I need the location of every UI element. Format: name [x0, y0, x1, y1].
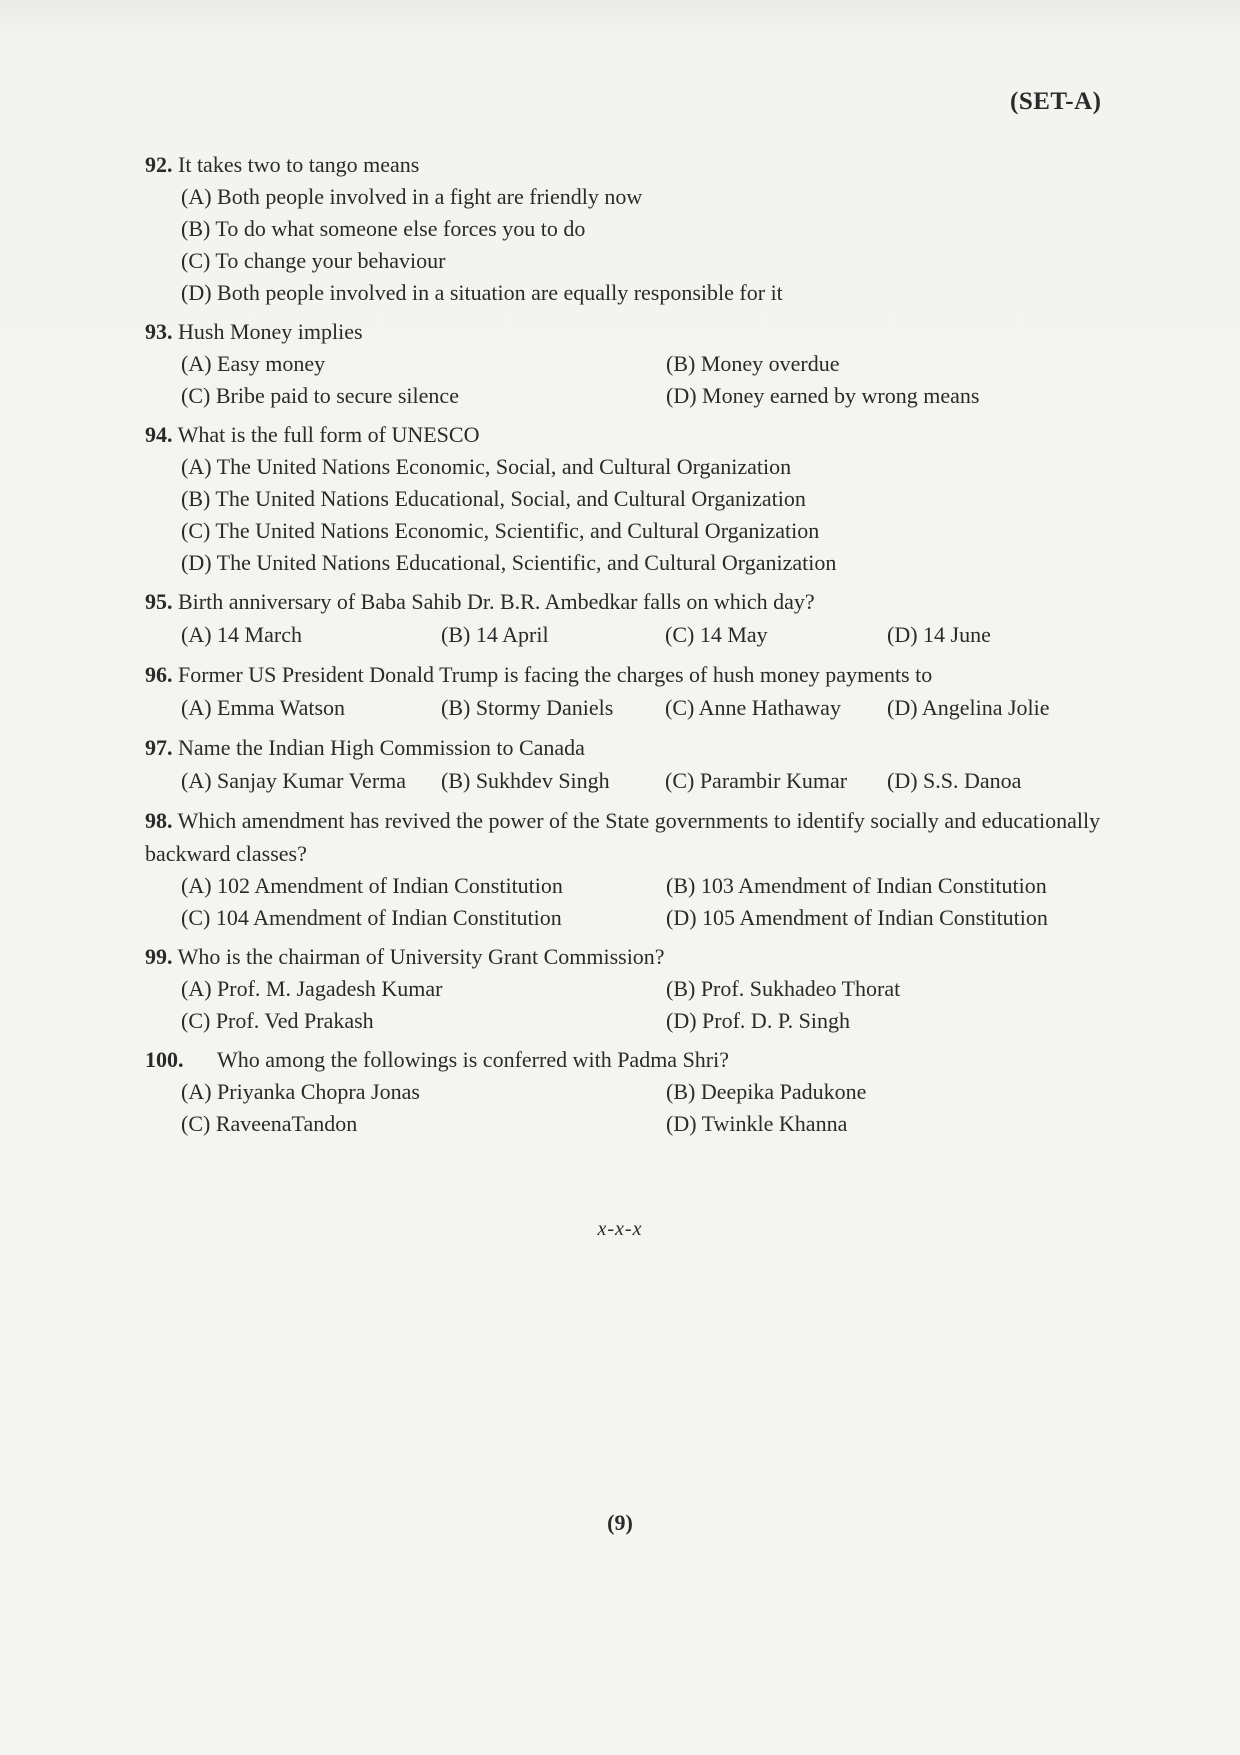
options — [145, 1076, 1115, 1140]
question-number: 92. — [145, 152, 173, 177]
options — [145, 691, 1115, 725]
question-stem: What is the full form of UNESCO — [177, 422, 480, 447]
question-stem: Hush Money implies — [178, 319, 363, 344]
question-99 — [145, 940, 1115, 1037]
option-d: (D) 105 Amendment of Indian Constitution — [666, 905, 1048, 930]
options — [145, 181, 1115, 309]
option-c: (C) To change your behaviour — [181, 248, 446, 273]
question-92 — [145, 148, 1115, 309]
question-number: 97. — [145, 735, 173, 760]
question-number: 100. — [145, 1047, 184, 1072]
option-b: (B) 14 April — [441, 622, 549, 647]
question-stem: Birth anniversary of Baba Sahib Dr. B.R. Ambedkar falls on which day? — [178, 589, 815, 614]
question-number: 96. — [145, 662, 173, 687]
question-number: 95. — [145, 589, 173, 614]
option-a: (A) Priyanka Chopra Jonas — [181, 1079, 420, 1104]
option-d: (D) S.S. Danoa — [887, 768, 1022, 793]
question-95 — [145, 585, 1115, 652]
question-stem: Former US President Donald Trump is facing the charges of hush money payments to — [178, 662, 933, 687]
option-d: (D) Both people involved in a situation are equally responsible for it — [181, 280, 783, 305]
option-d: (D) Twinkle Khanna — [666, 1111, 848, 1136]
question-list — [145, 148, 1115, 1146]
option-d: (D) Prof. D. P. Singh — [666, 1008, 850, 1033]
options — [145, 451, 1115, 579]
option-c: (C) Anne Hathaway — [665, 695, 841, 720]
option-d: (D) Angelina Jolie — [887, 695, 1050, 720]
options — [145, 870, 1115, 934]
option-a: (A) Emma Watson — [181, 695, 346, 720]
options — [145, 973, 1115, 1037]
question-94 — [145, 418, 1115, 579]
question-stem: Name the Indian High Commission to Canada — [178, 735, 585, 760]
option-c: (C) Bribe paid to secure silence — [181, 383, 459, 408]
question-stem: Who among the followings is conferred with Padma Shri? — [217, 1047, 730, 1072]
option-d: (D) 14 June — [887, 622, 991, 647]
question-97 — [145, 731, 1115, 798]
question-93 — [145, 315, 1115, 412]
option-c: (C) 104 Amendment of Indian Constitution — [181, 905, 562, 930]
option-d: (D) The United Nations Educational, Scientific, and Cultural Organization — [181, 550, 837, 575]
option-c: (C) RaveenaTandon — [181, 1111, 358, 1136]
option-a: (A) The United Nations Economic, Social, and Cultural Organization — [181, 454, 792, 479]
option-c: (C) The United Nations Economic, Scientific, and Cultural Organization — [181, 518, 820, 543]
options — [145, 764, 1115, 798]
question-stem: Which amendment has revived the power of the State governments to identify socially and educationally backward classes? — [145, 808, 1101, 866]
option-b: (B) Stormy Daniels — [441, 695, 614, 720]
end-mark: x-x-x — [597, 1218, 643, 1240]
option-b: (B) 103 Amendment of Indian Constitution — [666, 873, 1047, 898]
question-stem: It takes two to tango means — [178, 152, 420, 177]
question-100 — [145, 1043, 1115, 1140]
question-number: 99. — [145, 944, 173, 969]
option-a: (A) Sanjay Kumar Verma — [181, 768, 407, 793]
question-number: 98. — [145, 808, 173, 833]
option-d: (D) Money earned by wrong means — [666, 383, 980, 408]
option-b: (B) To do what someone else forces you to do — [181, 216, 586, 241]
question-number: 94. — [145, 422, 173, 447]
page-number: (9) — [607, 1510, 633, 1535]
options — [145, 618, 1115, 652]
question-stem: Who is the chairman of University Grant Commission? — [177, 944, 665, 969]
option-b: (B) Deepika Padukone — [666, 1079, 867, 1104]
option-a: (A) 14 March — [181, 622, 302, 647]
question-96 — [145, 658, 1115, 725]
option-c: (C) Parambir Kumar — [665, 768, 848, 793]
option-a: (A) 102 Amendment of Indian Constitution — [181, 873, 563, 898]
options — [145, 348, 1115, 412]
option-b: (B) Prof. Sukhadeo Thorat — [666, 976, 901, 1001]
option-a: (A) Prof. M. Jagadesh Kumar — [181, 976, 443, 1001]
option-a: (A) Both people involved in a fight are friendly now — [181, 184, 643, 209]
set-label: (SET-A) — [1010, 88, 1102, 115]
option-c: (C) Prof. Ved Prakash — [181, 1008, 374, 1033]
option-c: (C) 14 May — [665, 622, 768, 647]
question-98 — [145, 804, 1115, 934]
option-b: (B) The United Nations Educational, Social, and Cultural Organization — [181, 486, 806, 511]
option-a: (A) Easy money — [181, 351, 326, 376]
question-number: 93. — [145, 319, 173, 344]
option-b: (B) Money overdue — [666, 351, 840, 376]
option-b: (B) Sukhdev Singh — [441, 768, 610, 793]
